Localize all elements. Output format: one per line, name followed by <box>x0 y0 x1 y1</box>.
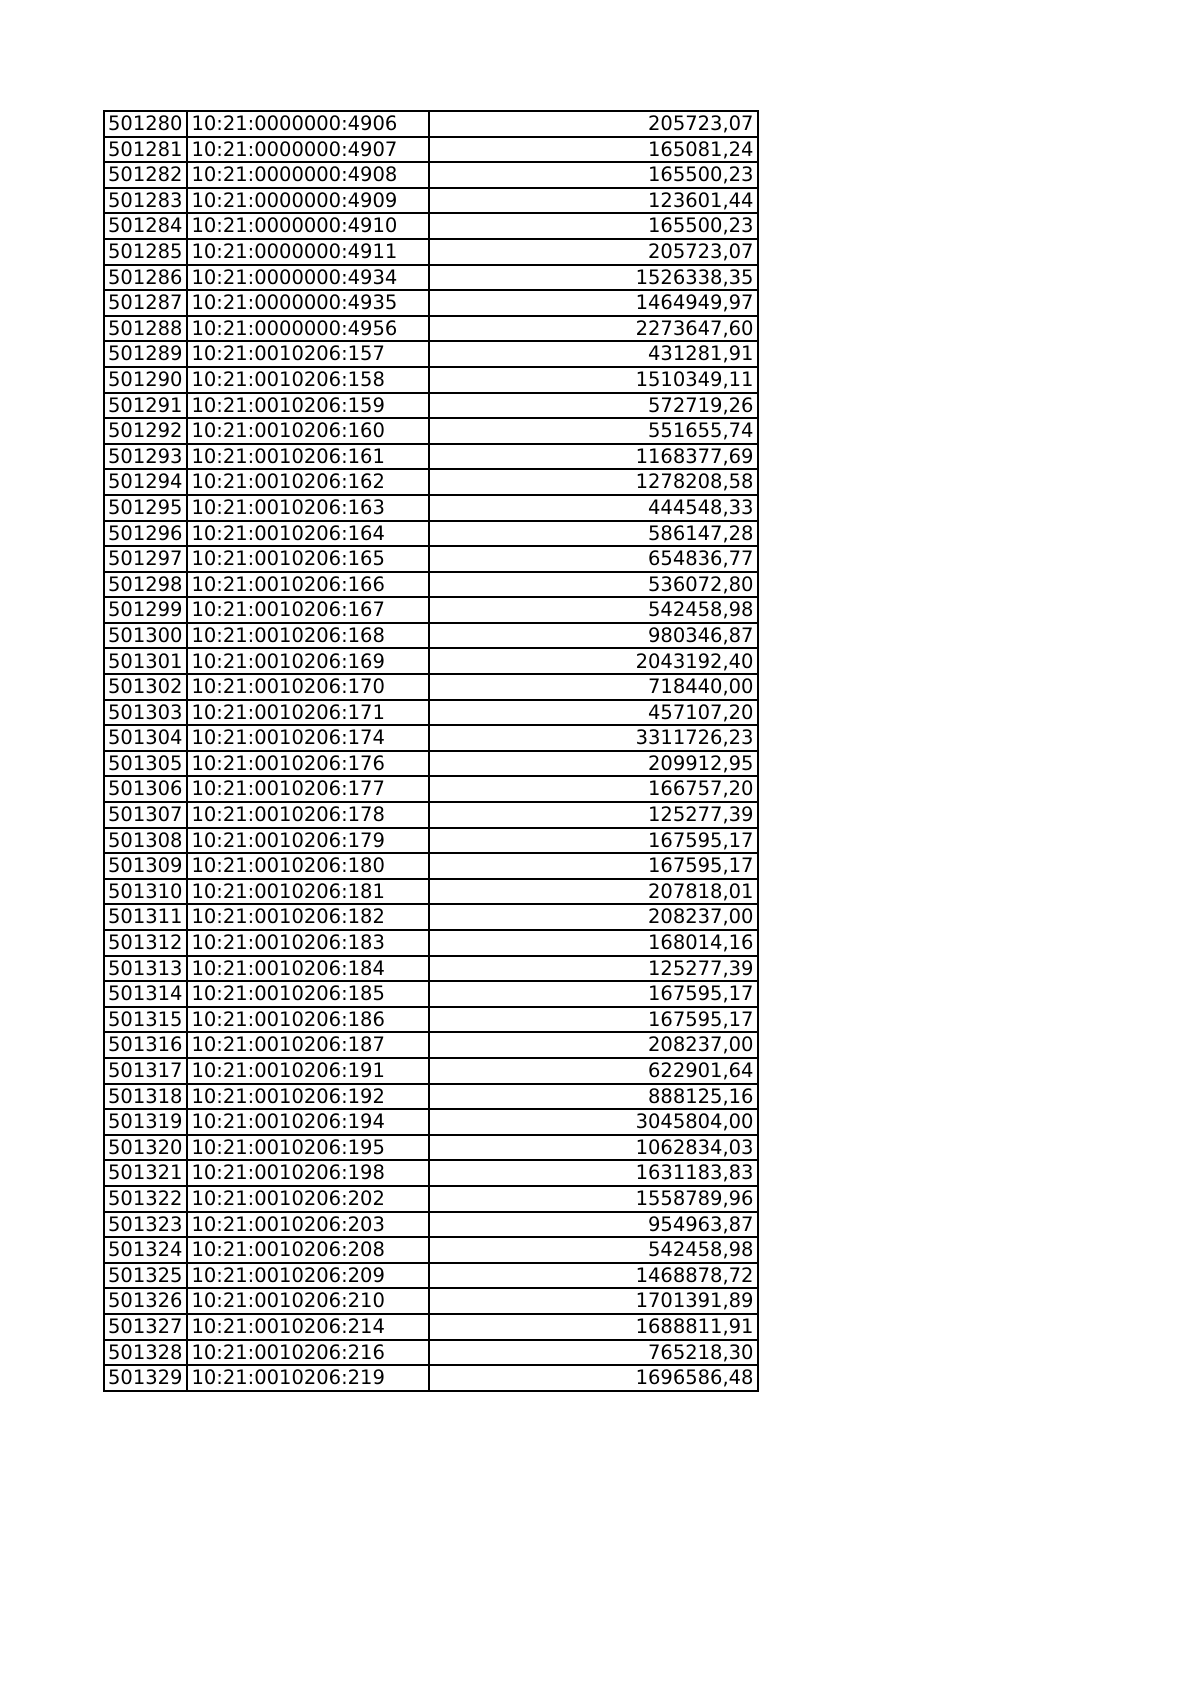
value-cell: 1510349,11 <box>429 367 758 393</box>
value-cell: 718440,00 <box>429 674 758 700</box>
value-cell: 444548,33 <box>429 495 758 521</box>
cadastral-number-cell: 10:21:0010206:184 <box>187 956 429 982</box>
row-id-cell: 501280 <box>104 111 187 137</box>
table-row <box>104 316 758 342</box>
value-cell: 207818,01 <box>429 879 758 905</box>
cadastral-number-cell: 10:21:0000000:4909 <box>187 188 429 214</box>
value-cell: 586147,28 <box>429 521 758 547</box>
cadastral-number-cell: 10:21:0010206:214 <box>187 1314 429 1340</box>
row-id-cell: 501291 <box>104 393 187 419</box>
cadastral-number-cell: 10:21:0010206:192 <box>187 1084 429 1110</box>
row-id-cell: 501312 <box>104 930 187 956</box>
cadastral-number-cell: 10:21:0000000:4907 <box>187 137 429 163</box>
table-row <box>104 1263 758 1289</box>
value-cell: 542458,98 <box>429 1237 758 1263</box>
row-id-cell: 501329 <box>104 1365 187 1391</box>
value-cell: 572719,26 <box>429 393 758 419</box>
row-id-cell: 501304 <box>104 725 187 751</box>
value-cell: 551655,74 <box>429 418 758 444</box>
data-table <box>103 110 759 1392</box>
table-row <box>104 1186 758 1212</box>
table-row <box>104 521 758 547</box>
table-row <box>104 828 758 854</box>
value-cell: 536072,80 <box>429 572 758 598</box>
value-cell: 125277,39 <box>429 956 758 982</box>
cadastral-number-cell: 10:21:0010206:159 <box>187 393 429 419</box>
cadastral-number-cell: 10:21:0010206:185 <box>187 981 429 1007</box>
table-row <box>104 674 758 700</box>
cadastral-number-cell: 10:21:0010206:168 <box>187 623 429 649</box>
row-id-cell: 501284 <box>104 213 187 239</box>
table-row <box>104 1109 758 1135</box>
table-row <box>104 1365 758 1391</box>
value-cell: 165500,23 <box>429 162 758 188</box>
value-cell: 980346,87 <box>429 623 758 649</box>
cadastral-number-cell: 10:21:0010206:181 <box>187 879 429 905</box>
cadastral-number-cell: 10:21:0010206:174 <box>187 725 429 751</box>
cadastral-number-cell: 10:21:0010206:194 <box>187 1109 429 1135</box>
cadastral-number-cell: 10:21:0000000:4910 <box>187 213 429 239</box>
cadastral-number-cell: 10:21:0000000:4911 <box>187 239 429 265</box>
row-id-cell: 501307 <box>104 802 187 828</box>
table-row <box>104 776 758 802</box>
table-row <box>104 1314 758 1340</box>
table-row <box>104 648 758 674</box>
table-row <box>104 597 758 623</box>
value-cell: 1468878,72 <box>429 1263 758 1289</box>
row-id-cell: 501282 <box>104 162 187 188</box>
cadastral-number-cell: 10:21:0010206:166 <box>187 572 429 598</box>
table-row <box>104 1032 758 1058</box>
value-cell: 888125,16 <box>429 1084 758 1110</box>
table-row <box>104 1160 758 1186</box>
value-cell: 1278208,58 <box>429 469 758 495</box>
value-cell: 1701391,89 <box>429 1288 758 1314</box>
cadastral-number-cell: 10:21:0010206:165 <box>187 546 429 572</box>
row-id-cell: 501292 <box>104 418 187 444</box>
cadastral-number-cell: 10:21:0010206:162 <box>187 469 429 495</box>
table-row <box>104 418 758 444</box>
table-row <box>104 1340 758 1366</box>
table-row <box>104 341 758 367</box>
row-id-cell: 501288 <box>104 316 187 342</box>
row-id-cell: 501317 <box>104 1058 187 1084</box>
cadastral-number-cell: 10:21:0000000:4908 <box>187 162 429 188</box>
cadastral-number-cell: 10:21:0010206:219 <box>187 1365 429 1391</box>
cadastral-number-cell: 10:21:0010206:195 <box>187 1135 429 1161</box>
row-id-cell: 501316 <box>104 1032 187 1058</box>
cadastral-number-cell: 10:21:0010206:161 <box>187 444 429 470</box>
table-row <box>104 879 758 905</box>
table-row <box>104 162 758 188</box>
table-row <box>104 495 758 521</box>
row-id-cell: 501311 <box>104 904 187 930</box>
value-cell: 167595,17 <box>429 828 758 854</box>
cadastral-number-cell: 10:21:0010206:160 <box>187 418 429 444</box>
row-id-cell: 501290 <box>104 367 187 393</box>
row-id-cell: 501309 <box>104 853 187 879</box>
value-cell: 1526338,35 <box>429 265 758 291</box>
row-id-cell: 501302 <box>104 674 187 700</box>
table-row <box>104 444 758 470</box>
table-row <box>104 802 758 828</box>
cadastral-number-cell: 10:21:0010206:202 <box>187 1186 429 1212</box>
value-cell: 622901,64 <box>429 1058 758 1084</box>
row-id-cell: 501328 <box>104 1340 187 1366</box>
table-row <box>104 956 758 982</box>
cadastral-number-cell: 10:21:0010206:163 <box>187 495 429 521</box>
table-row <box>104 546 758 572</box>
row-id-cell: 501283 <box>104 188 187 214</box>
value-cell: 208237,00 <box>429 1032 758 1058</box>
cadastral-number-cell: 10:21:0010206:179 <box>187 828 429 854</box>
row-id-cell: 501287 <box>104 290 187 316</box>
table-row <box>104 1288 758 1314</box>
value-cell: 1558789,96 <box>429 1186 758 1212</box>
table-row <box>104 853 758 879</box>
table-body <box>104 111 758 1391</box>
value-cell: 457107,20 <box>429 700 758 726</box>
value-cell: 165081,24 <box>429 137 758 163</box>
table-row <box>104 1007 758 1033</box>
value-cell: 167595,17 <box>429 981 758 1007</box>
row-id-cell: 501293 <box>104 444 187 470</box>
value-cell: 765218,30 <box>429 1340 758 1366</box>
row-id-cell: 501299 <box>104 597 187 623</box>
row-id-cell: 501308 <box>104 828 187 854</box>
row-id-cell: 501296 <box>104 521 187 547</box>
cadastral-number-cell: 10:21:0010206:209 <box>187 1263 429 1289</box>
row-id-cell: 501327 <box>104 1314 187 1340</box>
row-id-cell: 501314 <box>104 981 187 1007</box>
row-id-cell: 501323 <box>104 1212 187 1238</box>
value-cell: 167595,17 <box>429 1007 758 1033</box>
cadastral-number-cell: 10:21:0000000:4934 <box>187 265 429 291</box>
row-id-cell: 501315 <box>104 1007 187 1033</box>
value-cell: 2273647,60 <box>429 316 758 342</box>
value-cell: 125277,39 <box>429 802 758 828</box>
table-row <box>104 239 758 265</box>
value-cell: 3045804,00 <box>429 1109 758 1135</box>
table-row <box>104 1212 758 1238</box>
cadastral-number-cell: 10:21:0010206:216 <box>187 1340 429 1366</box>
cadastral-number-cell: 10:21:0010206:171 <box>187 700 429 726</box>
value-cell: 123601,44 <box>429 188 758 214</box>
cadastral-number-cell: 10:21:0010206:170 <box>187 674 429 700</box>
table-row <box>104 751 758 777</box>
table-row <box>104 393 758 419</box>
value-cell: 431281,91 <box>429 341 758 367</box>
row-id-cell: 501325 <box>104 1263 187 1289</box>
cadastral-number-cell: 10:21:0010206:180 <box>187 853 429 879</box>
cadastral-number-cell: 10:21:0000000:4935 <box>187 290 429 316</box>
value-cell: 1464949,97 <box>429 290 758 316</box>
value-cell: 165500,23 <box>429 213 758 239</box>
value-cell: 3311726,23 <box>429 725 758 751</box>
value-cell: 168014,16 <box>429 930 758 956</box>
value-cell: 205723,07 <box>429 111 758 137</box>
row-id-cell: 501301 <box>104 648 187 674</box>
table-row <box>104 367 758 393</box>
cadastral-number-cell: 10:21:0010206:198 <box>187 1160 429 1186</box>
value-cell: 167595,17 <box>429 853 758 879</box>
row-id-cell: 501306 <box>104 776 187 802</box>
value-cell: 542458,98 <box>429 597 758 623</box>
table-row <box>104 623 758 649</box>
value-cell: 1062834,03 <box>429 1135 758 1161</box>
row-id-cell: 501324 <box>104 1237 187 1263</box>
row-id-cell: 501300 <box>104 623 187 649</box>
table-row <box>104 1084 758 1110</box>
table-row <box>104 981 758 1007</box>
row-id-cell: 501289 <box>104 341 187 367</box>
cadastral-number-cell: 10:21:0000000:4906 <box>187 111 429 137</box>
cadastral-number-cell: 10:21:0010206:186 <box>187 1007 429 1033</box>
cadastral-number-cell: 10:21:0010206:182 <box>187 904 429 930</box>
cadastral-number-cell: 10:21:0010206:158 <box>187 367 429 393</box>
table-row <box>104 188 758 214</box>
value-cell: 2043192,40 <box>429 648 758 674</box>
cadastral-number-cell: 10:21:0010206:169 <box>187 648 429 674</box>
table-row <box>104 213 758 239</box>
table-row <box>104 1058 758 1084</box>
row-id-cell: 501285 <box>104 239 187 265</box>
value-cell: 208237,00 <box>429 904 758 930</box>
cadastral-number-cell: 10:21:0010206:203 <box>187 1212 429 1238</box>
row-id-cell: 501310 <box>104 879 187 905</box>
row-id-cell: 501322 <box>104 1186 187 1212</box>
row-id-cell: 501281 <box>104 137 187 163</box>
table-row <box>104 290 758 316</box>
value-cell: 654836,77 <box>429 546 758 572</box>
row-id-cell: 501319 <box>104 1109 187 1135</box>
cadastral-number-cell: 10:21:0000000:4956 <box>187 316 429 342</box>
cadastral-number-cell: 10:21:0010206:157 <box>187 341 429 367</box>
table-row <box>104 930 758 956</box>
table-row <box>104 265 758 291</box>
row-id-cell: 501294 <box>104 469 187 495</box>
table-row <box>104 904 758 930</box>
row-id-cell: 501313 <box>104 956 187 982</box>
cadastral-number-cell: 10:21:0010206:210 <box>187 1288 429 1314</box>
row-id-cell: 501298 <box>104 572 187 598</box>
table-row <box>104 1237 758 1263</box>
value-cell: 1631183,83 <box>429 1160 758 1186</box>
row-id-cell: 501286 <box>104 265 187 291</box>
value-cell: 166757,20 <box>429 776 758 802</box>
row-id-cell: 501303 <box>104 700 187 726</box>
table-row <box>104 111 758 137</box>
row-id-cell: 501320 <box>104 1135 187 1161</box>
value-cell: 1688811,91 <box>429 1314 758 1340</box>
value-cell: 954963,87 <box>429 1212 758 1238</box>
row-id-cell: 501305 <box>104 751 187 777</box>
cadastral-number-cell: 10:21:0010206:167 <box>187 597 429 623</box>
cadastral-number-cell: 10:21:0010206:164 <box>187 521 429 547</box>
cadastral-number-cell: 10:21:0010206:178 <box>187 802 429 828</box>
table-row <box>104 137 758 163</box>
row-id-cell: 501326 <box>104 1288 187 1314</box>
cadastral-number-cell: 10:21:0010206:176 <box>187 751 429 777</box>
table-row <box>104 1135 758 1161</box>
table-row <box>104 725 758 751</box>
row-id-cell: 501297 <box>104 546 187 572</box>
cadastral-number-cell: 10:21:0010206:191 <box>187 1058 429 1084</box>
cadastral-number-cell: 10:21:0010206:177 <box>187 776 429 802</box>
cadastral-number-cell: 10:21:0010206:183 <box>187 930 429 956</box>
value-cell: 205723,07 <box>429 239 758 265</box>
row-id-cell: 501321 <box>104 1160 187 1186</box>
cadastral-number-cell: 10:21:0010206:187 <box>187 1032 429 1058</box>
row-id-cell: 501318 <box>104 1084 187 1110</box>
row-id-cell: 501295 <box>104 495 187 521</box>
value-cell: 209912,95 <box>429 751 758 777</box>
value-cell: 1168377,69 <box>429 444 758 470</box>
value-cell: 1696586,48 <box>429 1365 758 1391</box>
table-row <box>104 700 758 726</box>
table-row <box>104 469 758 495</box>
cadastral-number-cell: 10:21:0010206:208 <box>187 1237 429 1263</box>
table-row <box>104 572 758 598</box>
